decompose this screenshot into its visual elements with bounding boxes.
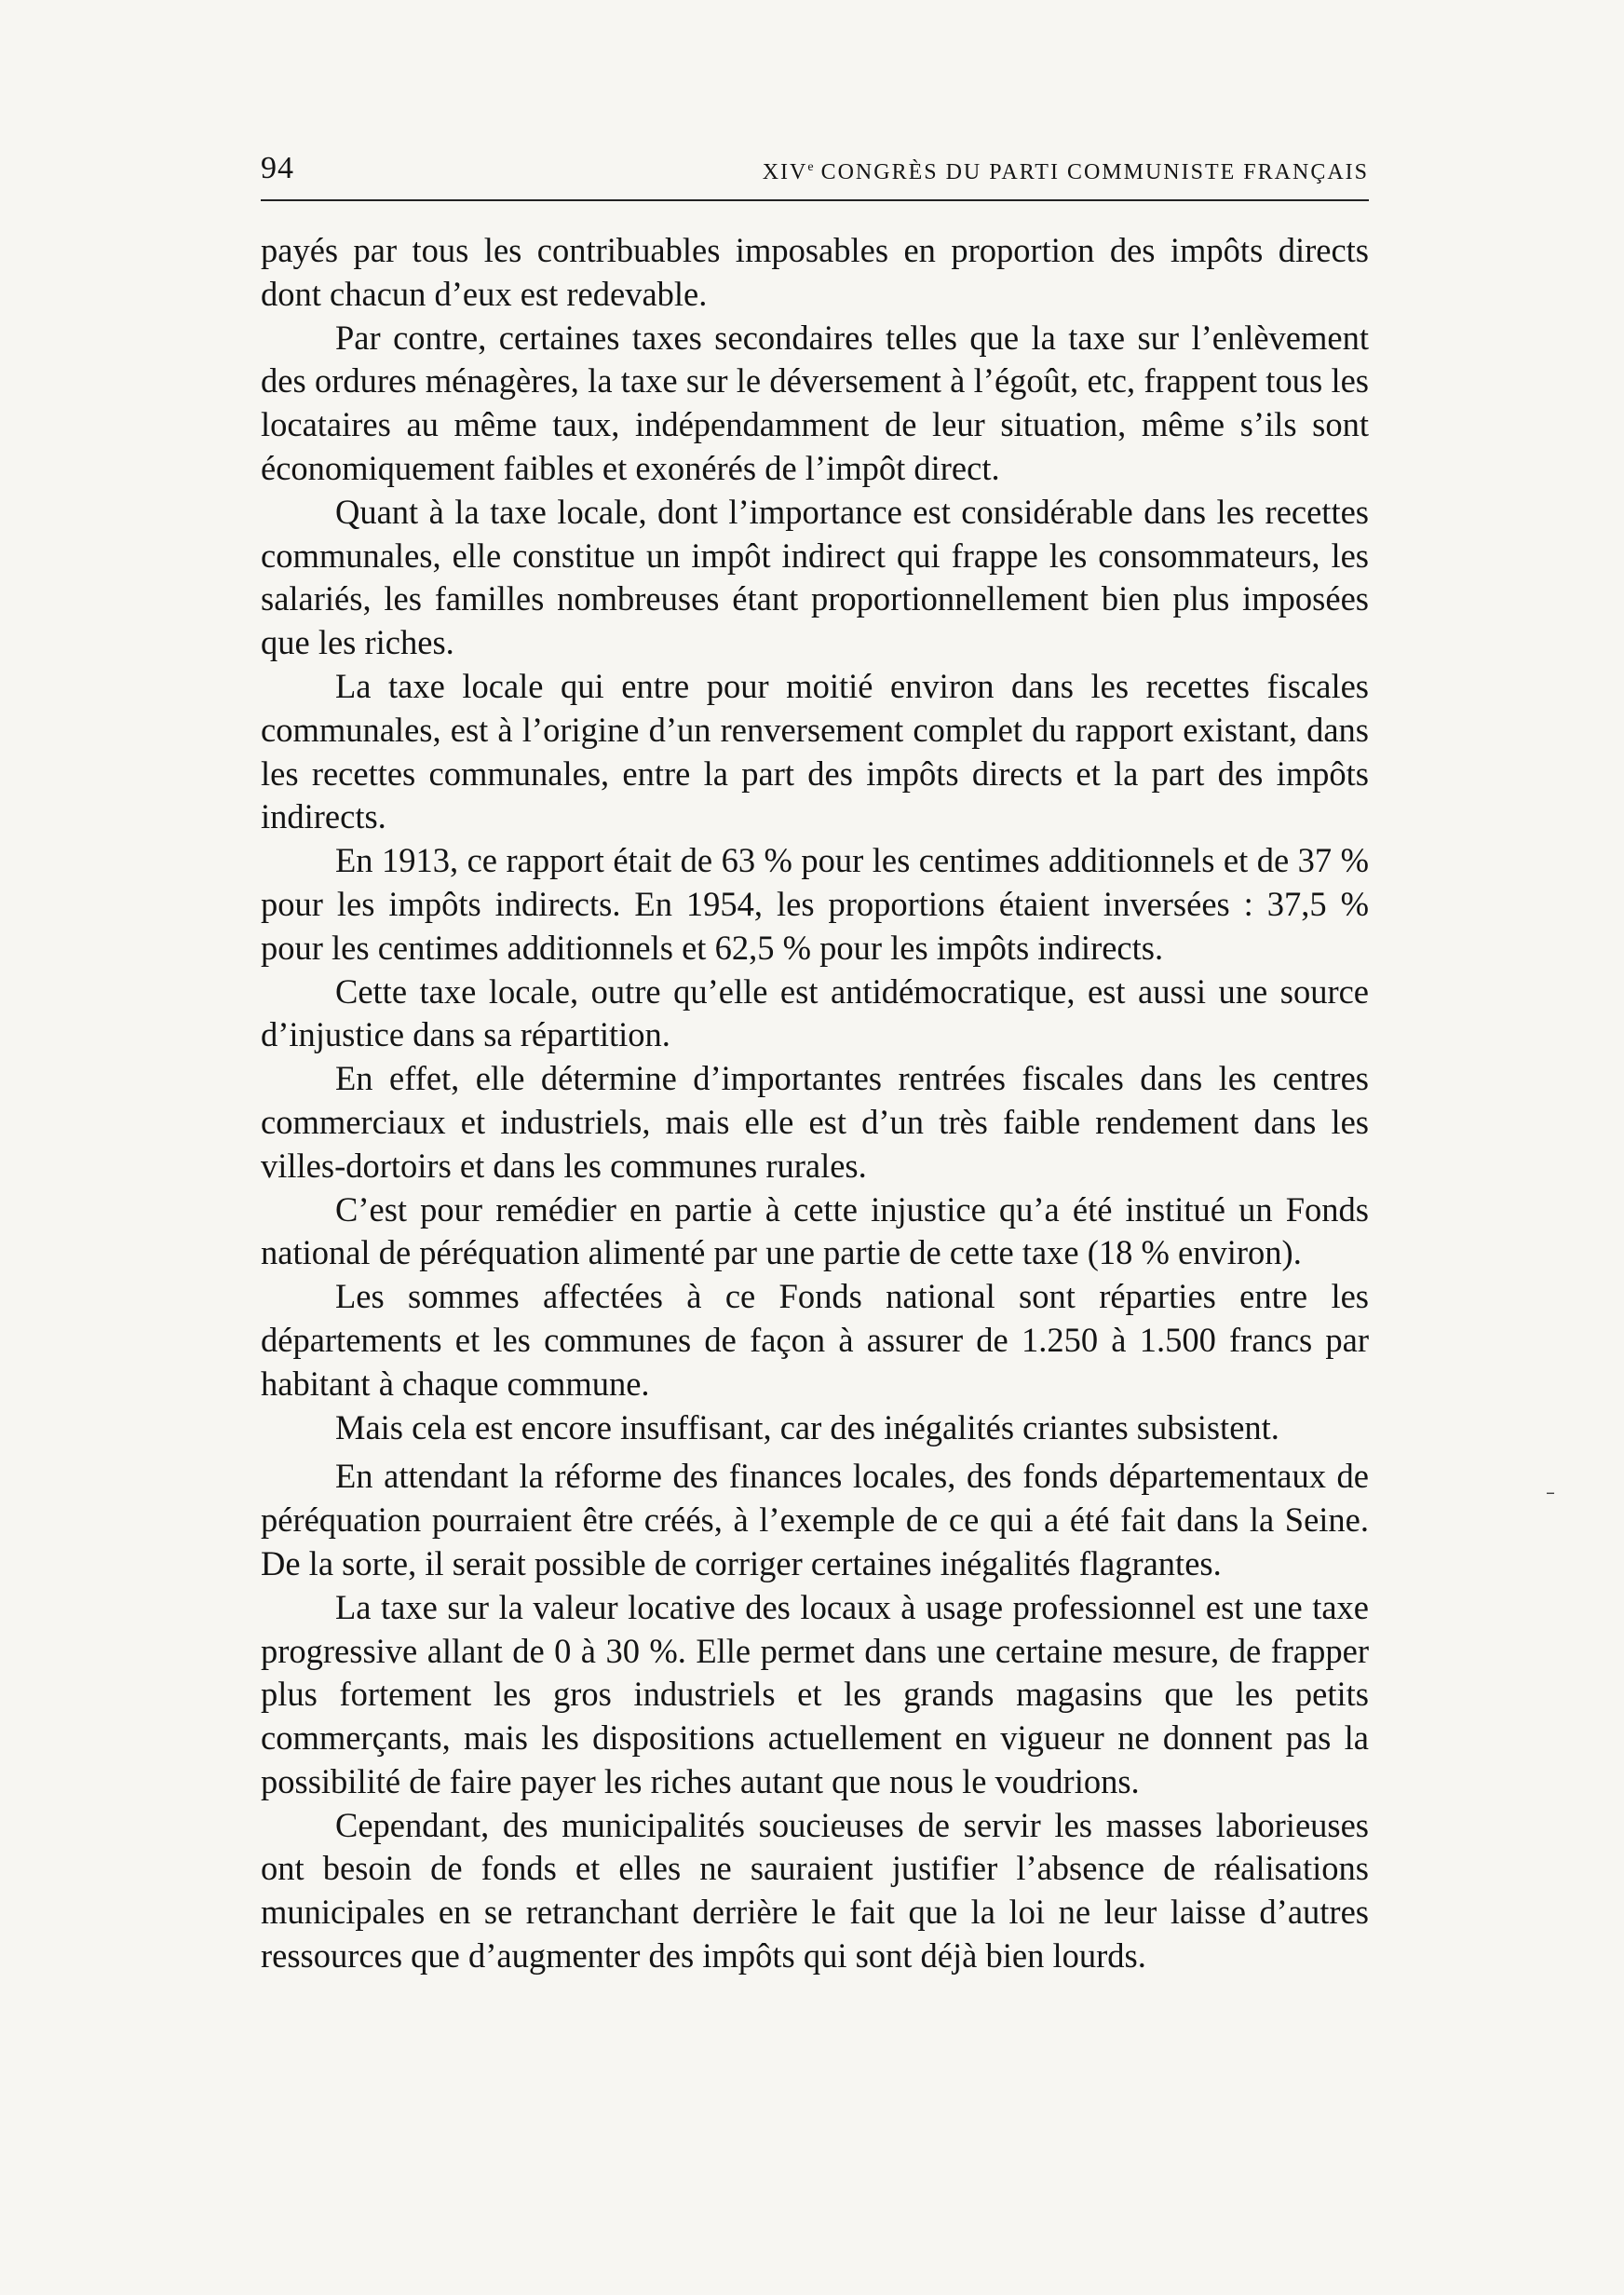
running-head-prefix: XIV [762,160,808,184]
book-page [261,149,1369,2235]
page-header [261,149,1369,201]
margin-dash-mark: – [1546,1481,1555,1503]
paragraph-3: Quant à la taxe locale, dont l’importance est considérable dans les recettes communales, elle constitue un impôt indirect qui frappe les consommateurs, les salariés, les familles nombreuses étant proportionnellement bien plus imposées que les riches. [261,492,1369,662]
paragraph-8: C’est pour remédier en partie à cette injustice qu’a été institué un Fonds national de péréquation alimenté par une partie de cette taxe (18 % environ). [261,1189,1369,1272]
body-text [261,229,1369,1978]
paragraph-11: En attendant la réforme des finances locales, des fonds départementaux de péréquation pourraient être créés, à l’exemple de ce qui a été fait dans la Seine. De la sorte, il serait possible de corriger certaines inégalités flagrantes. [261,1457,1369,1582]
paragraph-9: Les sommes affectées à ce Fonds national sont réparties entre les départements et les communes de façon à assurer de 1.250 à 1.500 francs par habitant à chaque commune. [261,1277,1369,1403]
running-head-title: CONGRÈS DU PARTI COMMUNISTE FRANÇAIS [820,160,1369,184]
paragraph-12: La taxe sur la valeur locative des locaux à usage professionnel est une taxe progressive allant de 0 à 30 %. Elle permet dans une certaine mesure, de frapper plus fortement les gros industriels et les grands magasins que les petits commerçants, mais les dispositions actuellement en vigueur ne donnent pas la possibilité de faire payer les riches autant que nous le voudrions. [261,1587,1369,1800]
paragraph-6: Cette taxe locale, outre qu’elle est antidémocratique, est aussi une source d’injustice dans sa répartition. [261,971,1369,1054]
running-head-superscript: e [807,160,814,174]
paragraph-7: En effet, elle détermine d’importantes rentrées fiscales dans les centres commerciaux et industriels, mais elle est d’un très faible rendement dans les villes-dortoirs et dans les communes rurales. [261,1059,1369,1185]
paragraph-13: Cependant, des municipalités soucieuses de servir les masses laborieuses ont besoin de fonds et elles ne sauraient justifier l’absence de réalisations municipales en se retranchant derrière le fait que la loi ne leur laisse d’autres ressources que d’augmenter des impôts qui sont déjà bien lourds. [261,1805,1369,1976]
paragraph-10: Mais cela est encore insuffisant, car des inégalités criantes subsistent. [335,1407,1279,1446]
page-number: 94 [261,151,294,185]
paragraph-5: En 1913, ce rapport était de 63 % pour les centimes additionnels et de 37 % pour les impôts indirects. En 1954, les proportions étaient inversées : 37,5 % pour les centimes additionnels et 62,5 % pour les impôts indirects. [261,841,1369,967]
paragraph-2: Par contre, certaines taxes secondaires telles que la taxe sur l’enlèvement des ordures ménagères, la taxe sur le déversement à l’égoût, etc, frappent tous les locataires au même taux, indépendamment de leur situation, même s’ils sont économiquement faibles et exonérés de l’impôt direct. [261,318,1369,487]
running-head [763,160,1369,185]
paragraph-4: La taxe locale qui entre pour moitié environ dans les recettes fiscales communales, est à l’origine d’un renversement complet du rapport existant, dans les recettes communales, entre la part des impôts directs et la part des impôts indirects. [261,666,1369,836]
paragraph-1: payés par tous les contribuables imposables en proportion des impôts directs dont chacun d’eux est redevable. [261,231,1369,313]
